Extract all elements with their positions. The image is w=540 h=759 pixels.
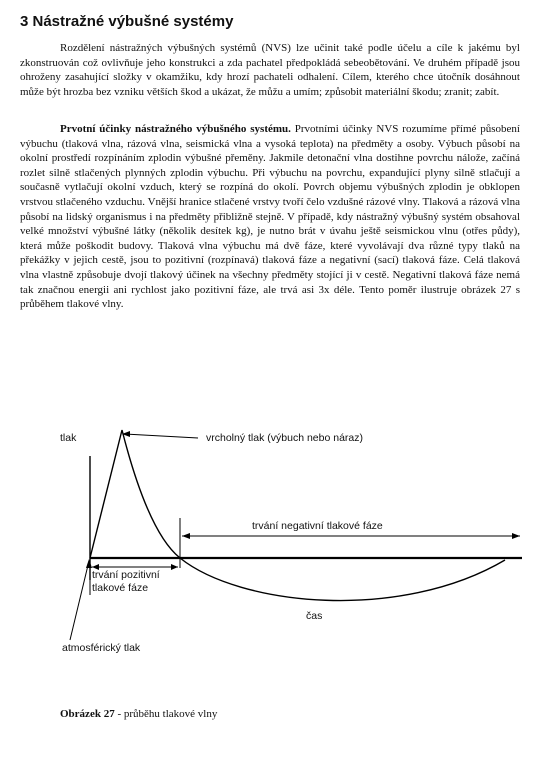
caption-text: - průběhu tlakové vlny xyxy=(114,708,218,720)
figure-caption xyxy=(60,708,217,720)
label-positive-phase-line1: trvání pozitivní xyxy=(92,569,160,581)
section-heading: 3 Nástražné výbušné systémy xyxy=(20,13,234,30)
atmospheric-pointer xyxy=(70,561,89,640)
negative-arrow-left xyxy=(182,533,190,539)
label-pressure: tlak xyxy=(60,432,77,444)
paragraph-classification: Rozdělení nástražných výbušných systémů (NVS) lze učinit také podle účelu a cíle k jakému byl zkonstruován což ovlivňuje jeho konstrukci a zda pachatel předpokládá sebeobětování. Ve druhém případě jsou ohroženy zasahující složky v okamžiku, kdy hrozí pachateli odhalení. Cílem, kterého chce útočník dosáhnout může být hrozba bez vzniku větších škod a ukázat, že můžu a umím; způsobit materiální škodu; zranit; zabít. xyxy=(20,42,520,98)
paragraph-lead-bold: Prvotní účinky nástražného výbušného systému. xyxy=(60,123,291,135)
paragraph-primary-effects xyxy=(20,122,520,312)
atmospheric-pointer-head xyxy=(86,559,92,568)
label-atmospheric-pressure: atmosférický tlak xyxy=(62,642,141,654)
negative-arrow-right xyxy=(512,533,520,539)
paragraph-body: Prvotními účinky NVS rozumíme přímé působení výbuchu (tlaková vlna, rázová vlna, seismická vlna a vysoká teplota) na předměty a osoby. Výbuch působí na okolní prostředí rozpínáním zplodin výbušné přeměny. Jakmile detonační vlna dostihne povrchu nálože, začíná rozlet silně stlačených plynných zplodin výbuchu. Při výbuchu na povrchu, expandující plyny silně stlačují a současně vytlačují okolní vzduch, který se rozpíná do okolí. Povrch objemu výbušných zplodin je obklopen vrstvou stlačeného vzduchu. Vnější hranice stlačené vrstvy tvoří čelo vzdušné rázové vlny. Tlaková a rázová vlna působí na lidský organismus i na předměty přibližně stejně. V případě, kdy nástražný výbušný systém obsahoval velké množství výbušné látky (několik desítek kg), je nutno brát v úvahu ještě seismickou vlnu (otřes půdy), která může poškodit budovy. Tlaková vlna výbuchu má dvě fáze, které vyvolávají dva různé typy tlaků na překážky v jejich cestě, jsou to pozitivní (rozpínavá) tlaková fáze a negativní (sací) tlaková fáze. Celá tlaková vlna vlastně způsobuje dvojí tlakový účinek na všechny předměty stojící ji v cestě. Negativní tlaková fáze nemá tak značnou energii ani rychlost jako pozitivní fáze, ale trvá asi 3x déle. Tento poměr ilustruje obrázek 27 s průběhem tlakové vlny. xyxy=(20,123,520,311)
label-negative-phase: trvání negativní tlakové fáze xyxy=(252,520,383,532)
label-positive-phase-line2: tlakové fáze xyxy=(92,582,149,594)
peak-pointer xyxy=(124,434,198,438)
label-peak-pressure: vrcholný tlak (výbuch nebo náraz) xyxy=(206,432,363,444)
positive-arrow-right xyxy=(171,564,178,570)
caption-number: Obrázek 27 xyxy=(60,708,115,720)
pressure-wave-figure xyxy=(0,400,540,680)
label-time: čas xyxy=(306,610,323,622)
